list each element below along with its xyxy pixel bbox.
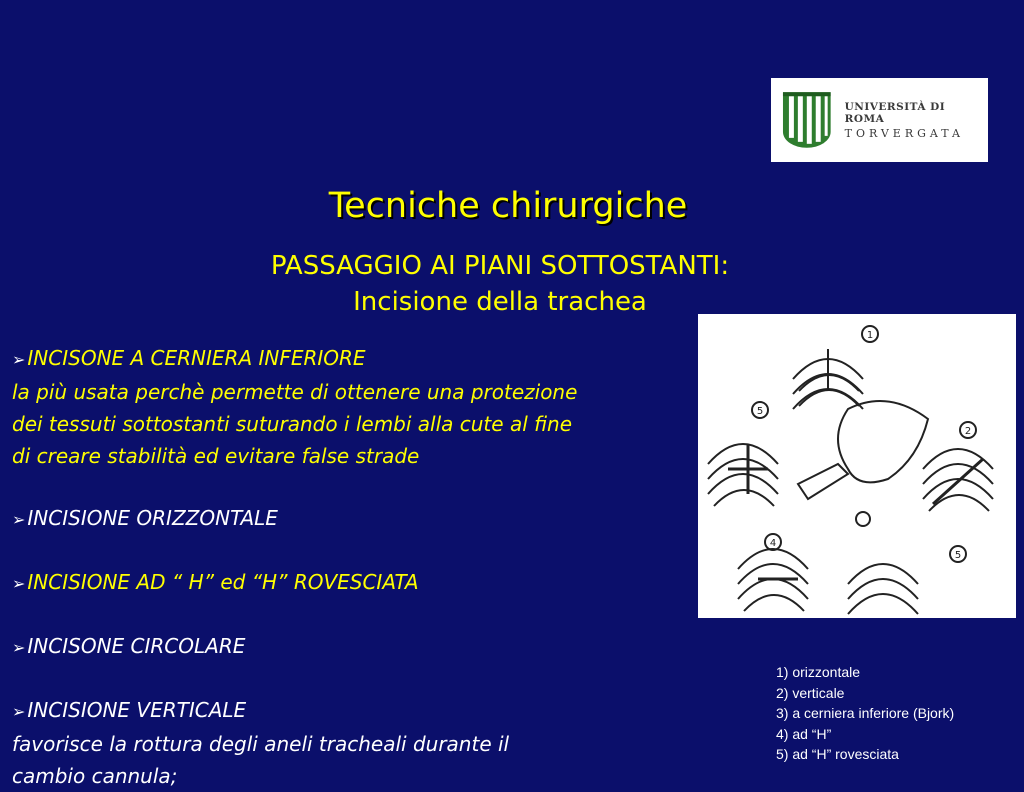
bullet-heading: INCISIONE AD “ H” ed “H” ROVESCIATA: [27, 570, 419, 594]
caption-line: 2) verticale: [776, 684, 845, 701]
tracheal-incision-illustration: [698, 314, 1016, 618]
tor-vergata-logo-icon: [779, 88, 835, 152]
bullet-description: favorisce la rottura degli aneli tracheali durante il: [12, 732, 510, 756]
bullet-heading: INCISONE A CERNIERA INFERIORE: [27, 346, 366, 370]
bullet-heading: INCISIONE ORIZZONTALE: [27, 506, 278, 530]
figure-caption: [776, 662, 1016, 765]
list-item: [12, 502, 692, 536]
bullet-description: la più usata perchè permette di ottenere una protezione: [12, 380, 578, 404]
list-item: [12, 566, 692, 600]
bullet-description: cambio cannula;: [12, 764, 178, 788]
arrow-bullet-icon: ➢: [12, 350, 26, 369]
bullet-heading: INCISONE CIRCOLARE: [27, 634, 246, 658]
list-item: [12, 342, 692, 376]
caption-line: 3) a cerniera inferiore (Bjork): [776, 705, 955, 721]
list-item: [12, 694, 692, 728]
logo-line-1: UNIVERSITÀ DI ROMA: [844, 100, 946, 125]
bullet-description: di creare stabilità ed evitare false strade: [12, 444, 420, 468]
list-item: [12, 630, 692, 664]
bullet-heading: INCISIONE VERTICALE: [27, 698, 247, 722]
arrow-bullet-icon: ➢: [12, 574, 26, 593]
university-logo: [771, 78, 988, 162]
logo-line-2: TORVERGATA: [844, 126, 964, 140]
figure-label-5b: 5: [954, 550, 962, 561]
caption-line: 5) ad “H” rovesciata: [776, 746, 899, 762]
arrow-bullet-icon: ➢: [12, 510, 26, 529]
figure-label-5a: 5: [756, 406, 764, 417]
arrow-bullet-icon: ➢: [12, 702, 26, 721]
trachea-diagram-icon: [698, 314, 1016, 618]
subtitle-line-1: PASSAGGIO AI PIANI SOTTOSTANTI:: [270, 251, 730, 281]
slide-title: Tecniche chirurgiche: [328, 186, 688, 226]
figure-label-2: 2: [964, 426, 972, 437]
slide-subtitle: [0, 248, 1000, 320]
figure-label-1: 1: [866, 330, 874, 341]
caption-line: 4) ad “H”: [776, 725, 832, 742]
figure-label-4: 4: [769, 538, 777, 549]
bullet-description: dei tessuti sottostanti suturando i lembi alla cute al fine: [12, 412, 573, 436]
subtitle-line-2: Incisione della trachea: [353, 287, 647, 317]
incision-list: [12, 342, 692, 792]
arrow-bullet-icon: ➢: [12, 638, 26, 657]
caption-line: 1) orizzontale: [776, 664, 861, 680]
